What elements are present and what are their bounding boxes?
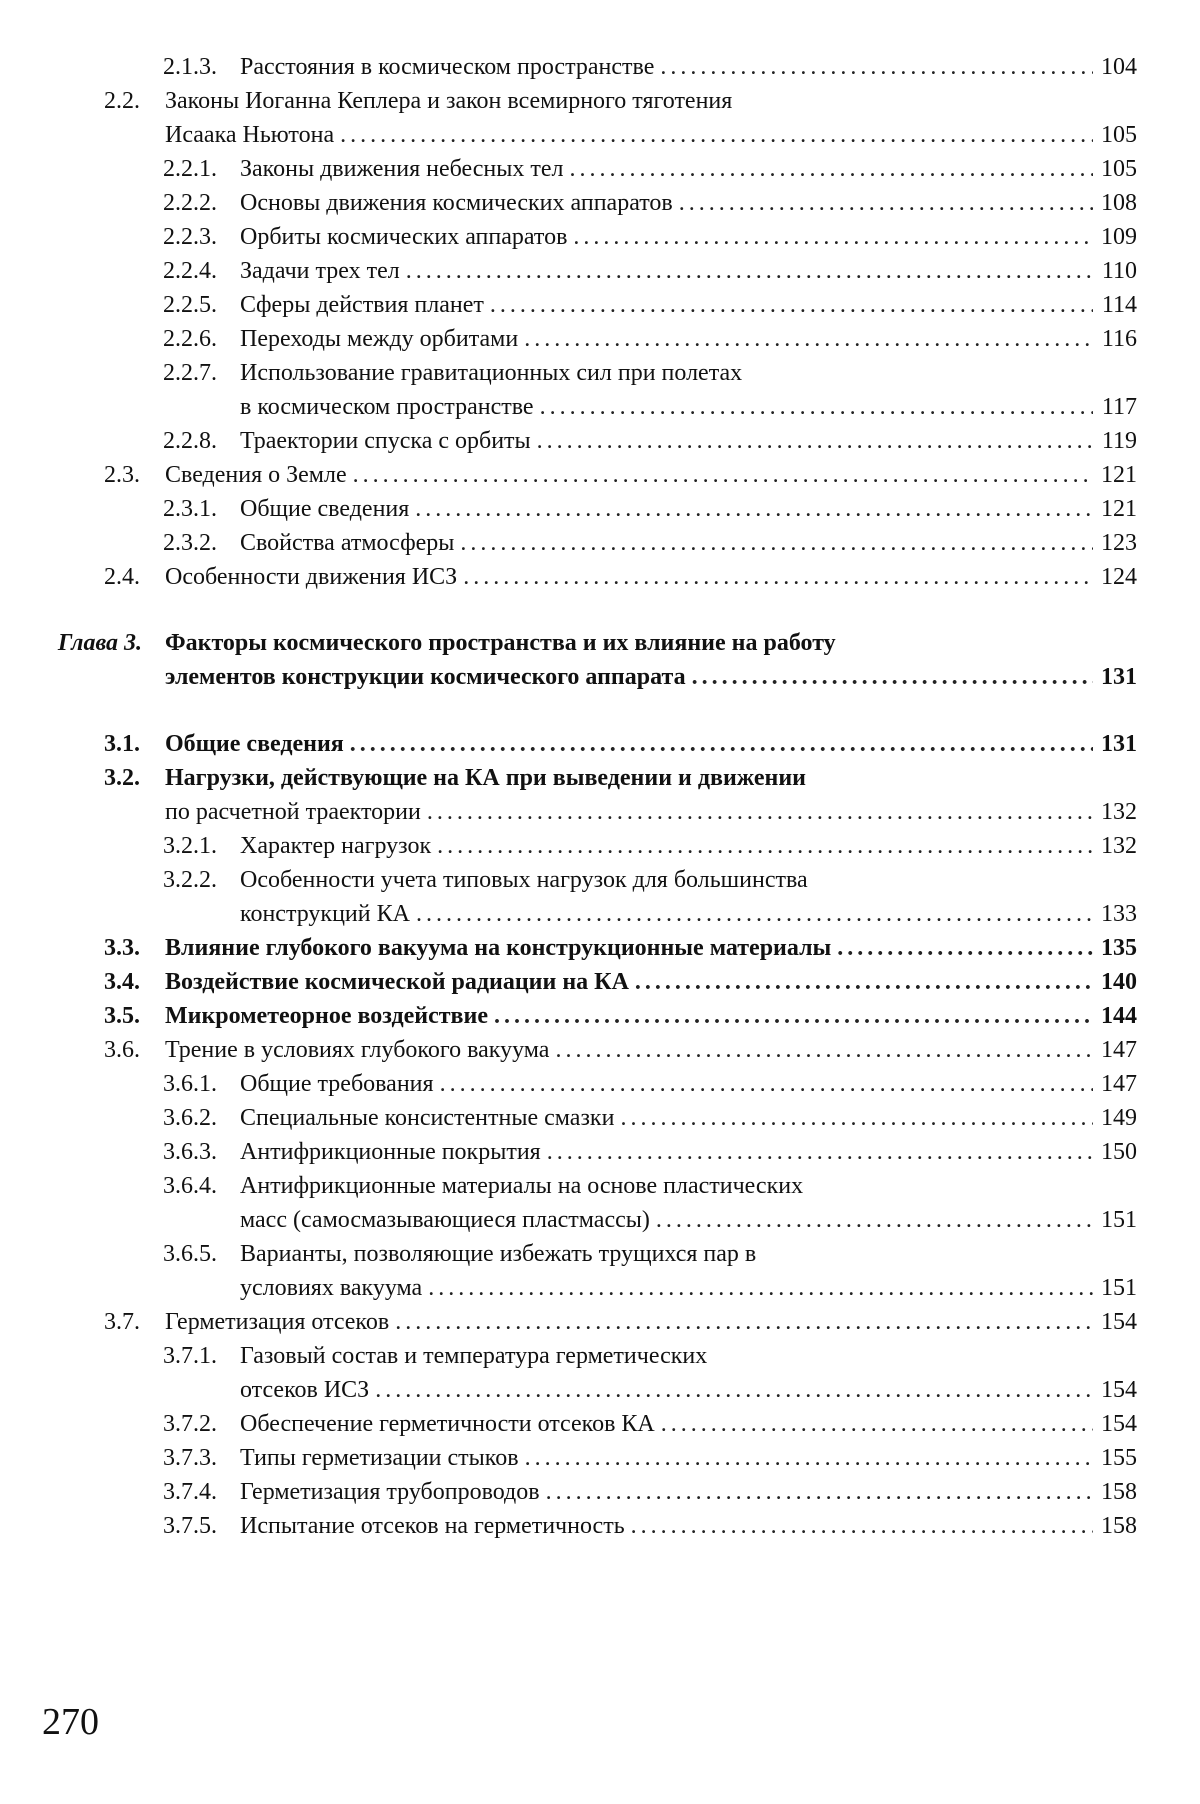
toc-entry-page: 132 <box>1101 833 1137 859</box>
toc-entry <box>0 1509 1200 1543</box>
toc-entry-page: 147 <box>1101 1037 1137 1063</box>
toc-entry-number: 2.2.8. <box>163 428 217 454</box>
toc-entry-number: 3.6.3. <box>163 1139 217 1165</box>
toc-entry-number: 2.2.7. <box>163 360 217 386</box>
toc-entry <box>0 829 1200 863</box>
toc-entry-page: 158 <box>1101 1479 1137 1505</box>
toc-entry <box>0 152 1200 186</box>
dot-leader <box>460 526 1093 560</box>
dot-leader <box>635 965 1093 999</box>
toc-entry <box>0 288 1200 322</box>
toc-entry-title: Особенности учета типовых нагрузок для большинства <box>240 867 808 893</box>
toc-entry <box>0 1475 1200 1509</box>
toc-entry-number: 3.7.2. <box>163 1411 217 1437</box>
toc-entry <box>0 560 1200 594</box>
toc-entry-title: Законы Иоганна Кеплера и закон всемирного тяготения <box>165 88 733 114</box>
toc-entry-title: Исаака Ньютона <box>165 122 335 148</box>
toc-entry-title: Характер нагрузок <box>240 833 432 859</box>
toc-entry-number: 3.2.2. <box>163 867 217 893</box>
toc-entry-number: 3.7. <box>104 1309 140 1335</box>
toc-entry-title: Основы движения космических аппаратов <box>240 190 673 216</box>
toc-entry-number: 2.3. <box>104 462 140 488</box>
toc-entry <box>0 965 1200 999</box>
toc-entry-page: 158 <box>1101 1513 1137 1539</box>
toc-entry <box>0 1033 1200 1067</box>
toc-entry-number: 2.2. <box>104 88 140 114</box>
toc-entry-title: Использование гравитационных сил при полетах <box>240 360 743 386</box>
toc-entry-page: 149 <box>1101 1105 1137 1131</box>
toc-entry <box>0 999 1200 1033</box>
dot-leader <box>353 458 1093 492</box>
dot-leader <box>437 829 1093 863</box>
toc-entry-page: 124 <box>1101 564 1137 590</box>
toc-entry <box>0 1339 1200 1373</box>
toc-entry-title: Трение в условиях глубокого вакуума <box>165 1037 550 1063</box>
toc-entry <box>0 931 1200 965</box>
toc-entry-title: Расстояния в космическом пространстве <box>240 54 655 80</box>
toc-entry-page: 144 <box>1101 1003 1137 1029</box>
toc-entry-title: Антифрикционные материалы на основе пластических <box>240 1173 804 1199</box>
toc-entry-page: 105 <box>1101 122 1137 148</box>
toc-entry <box>0 1373 1200 1407</box>
toc-entry-number: 2.3.2. <box>163 530 217 556</box>
toc-entry <box>0 795 1200 829</box>
toc-entry-title: Орбиты космических аппаратов <box>240 224 568 250</box>
toc-entry-title: Обеспечение герметичности отсеков КА <box>240 1411 655 1437</box>
toc-entry-title: Специальные консистентные смазки <box>240 1105 615 1131</box>
toc-entry-number: 2.1.3. <box>163 54 217 80</box>
toc-entry <box>0 220 1200 254</box>
toc-entry-title: Испытание отсеков на герметичность <box>240 1513 625 1539</box>
dot-leader <box>660 50 1093 84</box>
dot-leader <box>490 288 1093 322</box>
toc-entry-page: 131 <box>1101 731 1137 757</box>
toc-entry <box>0 526 1200 560</box>
dot-leader <box>661 1407 1093 1441</box>
dot-leader <box>537 424 1093 458</box>
toc-entry-page: 105 <box>1101 156 1137 182</box>
page-number: 270 <box>42 1701 99 1743</box>
dot-leader <box>837 931 1093 965</box>
toc-entry-title: Свойства атмосферы <box>240 530 455 556</box>
dot-leader <box>428 1271 1093 1305</box>
toc-entry-title: Герметизация трубопроводов <box>240 1479 540 1505</box>
dot-leader <box>375 1373 1093 1407</box>
dot-leader <box>540 390 1093 424</box>
toc-entry-page: 116 <box>1101 326 1137 352</box>
toc-entry-title: Задачи трех тел <box>240 258 400 284</box>
toc-entry <box>0 424 1200 458</box>
toc-entry <box>0 897 1200 931</box>
toc-entry-title: Варианты, позволяющие избежать трущихся пар в <box>240 1241 757 1267</box>
toc-entry-number: 2.2.6. <box>163 326 217 352</box>
dot-leader <box>427 795 1093 829</box>
dot-leader <box>573 220 1093 254</box>
toc-entry-title: Влияние глубокого вакуума на конструкционные материалы <box>165 935 832 961</box>
toc-entry-number: 3.7.4. <box>163 1479 217 1505</box>
toc-entry <box>0 1203 1200 1237</box>
toc-entry <box>0 118 1200 152</box>
toc-entry-page: 154 <box>1101 1309 1137 1335</box>
toc-entry-title: по расчетной траектории <box>165 799 421 825</box>
toc-entry-title: Переходы между орбитами <box>240 326 519 352</box>
toc-entry <box>0 50 1200 84</box>
toc-entry-page: 104 <box>1101 54 1137 80</box>
toc-entry-number: 2.2.4. <box>163 258 217 284</box>
toc-entry <box>0 186 1200 220</box>
toc-entry-page: 151 <box>1101 1207 1137 1233</box>
dot-leader <box>440 1067 1093 1101</box>
dot-leader <box>524 322 1093 356</box>
toc-entry-number: 2.2.5. <box>163 292 217 318</box>
toc-entry <box>0 84 1200 118</box>
toc-entry-title: Сведения о Земле <box>165 462 347 488</box>
toc-entry <box>0 458 1200 492</box>
toc-entry-page: 151 <box>1101 1275 1137 1301</box>
toc-entry-page: 123 <box>1101 530 1137 556</box>
dot-leader <box>555 1033 1093 1067</box>
toc-entry-title: Типы герметизации стыков <box>240 1445 519 1471</box>
dot-leader <box>415 492 1093 526</box>
toc-entry-page: 117 <box>1101 394 1137 420</box>
toc-entry-page: 121 <box>1101 462 1137 488</box>
dot-leader <box>620 1101 1093 1135</box>
toc-entry <box>0 1101 1200 1135</box>
dot-leader <box>631 1509 1093 1543</box>
toc-entry-title: отсеков ИСЗ <box>240 1377 370 1403</box>
toc-entry-title: Нагрузки, действующие на КА при выведении и движении <box>165 765 807 791</box>
toc-entry-number: 3.5. <box>104 1003 140 1029</box>
toc-entry-number: 3.6.5. <box>163 1241 217 1267</box>
toc-entry <box>0 1441 1200 1475</box>
toc-entry-number: 3.6.4. <box>163 1173 217 1199</box>
toc-entry-number: 3.1. <box>104 731 140 757</box>
toc-entry <box>0 390 1200 424</box>
toc-entry-number: Глава 3. <box>57 630 142 656</box>
toc-entry-title: масс (самосмазывающиеся пластмассы) <box>240 1207 650 1233</box>
toc-entry-title: Антифрикционные покрытия <box>240 1139 541 1165</box>
toc-entry-page: 133 <box>1101 901 1137 927</box>
toc-entry <box>0 322 1200 356</box>
toc-entry-title: Общие требования <box>240 1071 434 1097</box>
toc-entry-title: Герметизация отсеков <box>165 1309 390 1335</box>
toc-entry-number: 3.2. <box>104 765 140 791</box>
toc-entry-page: 121 <box>1101 496 1137 522</box>
dot-leader <box>656 1203 1093 1237</box>
toc-entry-title: конструкций КА <box>240 901 410 927</box>
toc-entry-title: условиях вакуума <box>240 1275 423 1301</box>
toc-entry-page: 114 <box>1101 292 1137 318</box>
toc-entry <box>0 626 1200 660</box>
toc-entry-title: Общие сведения <box>165 731 344 757</box>
toc-entry-page: 155 <box>1101 1445 1137 1471</box>
toc-entry-number: 3.7.5. <box>163 1513 217 1539</box>
toc-entry-number: 3.4. <box>104 969 140 995</box>
toc-entry-number: 3.6.2. <box>163 1105 217 1131</box>
toc-entry-page: 119 <box>1101 428 1137 454</box>
toc-entry-number: 2.4. <box>104 564 140 590</box>
dot-leader <box>547 1135 1093 1169</box>
toc-entry <box>0 1305 1200 1339</box>
toc-entry <box>0 1135 1200 1169</box>
toc-entry-page: 108 <box>1101 190 1137 216</box>
toc-entry-page: 140 <box>1101 969 1137 995</box>
toc-entry-page: 154 <box>1101 1411 1137 1437</box>
toc-entry-title: Газовый состав и температура герметических <box>240 1343 708 1369</box>
toc-entry-number: 2.2.3. <box>163 224 217 250</box>
toc-entry-number: 3.6.1. <box>163 1071 217 1097</box>
toc-entry-title: Особенности движения ИСЗ <box>165 564 458 590</box>
dot-leader <box>350 727 1093 761</box>
toc-entry-number: 3.6. <box>104 1037 140 1063</box>
toc-entry <box>0 863 1200 897</box>
toc-entry-title: Микрометеорное воздействие <box>165 1003 488 1029</box>
dot-leader <box>463 560 1093 594</box>
toc-entry <box>0 254 1200 288</box>
toc-entry-number: 2.2.2. <box>163 190 217 216</box>
toc-entry <box>0 727 1200 761</box>
dot-leader <box>570 152 1094 186</box>
toc-entry-number: 2.2.1. <box>163 156 217 182</box>
dot-leader <box>406 254 1093 288</box>
toc-entry-number: 2.3.1. <box>163 496 217 522</box>
toc-entry-page: 147 <box>1101 1071 1137 1097</box>
toc-entry <box>0 1271 1200 1305</box>
toc-entry-page: 150 <box>1101 1139 1137 1165</box>
dot-leader <box>395 1305 1093 1339</box>
toc-entry-number: 3.3. <box>104 935 140 961</box>
dot-leader <box>692 660 1093 694</box>
toc-entry <box>0 1067 1200 1101</box>
toc-entry-page: 109 <box>1101 224 1137 250</box>
toc-entry-page: 154 <box>1101 1377 1137 1403</box>
toc-entry-title: Общие сведения <box>240 496 410 522</box>
toc-entry-title: элементов конструкции космического аппарата <box>165 664 686 690</box>
toc-entry-title: в космическом пространстве <box>240 394 534 420</box>
toc-entry-title: Траектории спуска с орбиты <box>240 428 531 454</box>
toc-entry <box>0 1169 1200 1203</box>
dot-leader <box>494 999 1093 1033</box>
toc-entry-number: 3.7.1. <box>163 1343 217 1369</box>
dot-leader <box>679 186 1093 220</box>
toc-entry-number: 3.2.1. <box>163 833 217 859</box>
toc-entry-title: Сферы действия планет <box>240 292 484 318</box>
toc-entry-page: 131 <box>1101 664 1137 690</box>
dot-leader <box>525 1441 1093 1475</box>
toc-entry <box>0 356 1200 390</box>
toc-entry-title: Законы движения небесных тел <box>240 156 564 182</box>
toc-entry-page: 110 <box>1101 258 1137 284</box>
dot-leader <box>546 1475 1093 1509</box>
toc-entry-title: Воздействие космической радиации на КА <box>165 969 629 995</box>
toc-entry <box>0 761 1200 795</box>
toc-entry <box>0 660 1200 694</box>
toc-entry <box>0 1237 1200 1271</box>
toc-entry <box>0 492 1200 526</box>
dot-leader <box>416 897 1093 931</box>
dot-leader <box>340 118 1093 152</box>
toc-entry <box>0 1407 1200 1441</box>
toc-entry-title: Факторы космического пространства и их влияние на работу <box>165 630 836 656</box>
toc-entry-number: 3.7.3. <box>163 1445 217 1471</box>
toc-entry-page: 132 <box>1101 799 1137 825</box>
toc-entry-page: 135 <box>1101 935 1137 961</box>
